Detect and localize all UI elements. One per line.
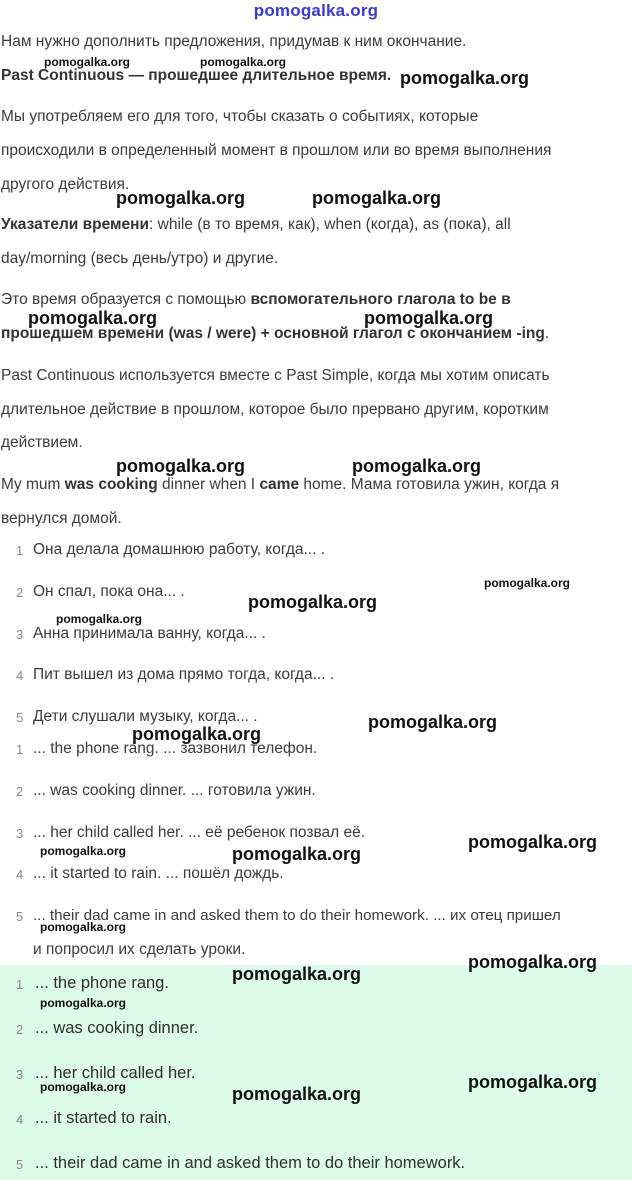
answer-number: 3 [16, 1067, 24, 1082]
answer-item: ... their dad came in and asked them to do their homework. [35, 1154, 466, 1172]
watermark: pomogalka.org [40, 1080, 127, 1094]
time-markers-label: Указатели времени [1, 216, 150, 233]
task-item: Дети слушали музыку, когда... . [33, 708, 258, 725]
answer-item: ... the phone rang. [35, 974, 169, 992]
task-number: 1 [16, 543, 24, 558]
example-line-1 [1, 476, 559, 494]
answer-number: 1 [16, 977, 24, 992]
example-part: My mum [1, 476, 65, 493]
example-part: dinner when I [157, 476, 260, 493]
formation-bold-1: вспомогательного глагола to be в [250, 291, 511, 308]
example-verb-simple: came [259, 476, 300, 493]
time-markers-line-2: day/morning (весь день/утро) и другие. [1, 250, 279, 267]
watermark: pomogalka.org [40, 920, 127, 934]
watermark: pomogalka.org [232, 1084, 362, 1104]
past-simple-line-3: действием. [1, 434, 83, 451]
watermark: pomogalka.org [56, 612, 143, 626]
watermark: pomogalka.org [200, 55, 287, 69]
ending-number: 1 [16, 742, 24, 757]
ending-item: ... her child called her. ... её ребенок позвал её. [33, 824, 366, 841]
example-verb-continuous: was cooking [64, 476, 158, 493]
past-simple-line-1: Past Continuous используется вместе с Past Simple, когда мы хотим описать [1, 367, 550, 384]
use-line-1: Мы употребляем его для того, чтобы сказать о событиях, которые [1, 108, 479, 125]
past-simple-line-2: длительное действие в прошлом, которое было прервано другим, коротким [1, 401, 549, 418]
tense-title: Past Continuous — прошедшее длительное время. [1, 67, 392, 84]
ending-item: ... their dad came in and asked them to do their homework. ... их отец пришел [33, 907, 561, 924]
ending-item: ... the phone rang. ... зазвонил телефон. [33, 740, 318, 757]
watermark: pomogalka.org [116, 456, 246, 476]
answer-item: ... was cooking dinner. [35, 1019, 199, 1037]
ending-item: ... it started to rain. ... пошёл дождь. [33, 865, 284, 882]
task-number: 3 [16, 627, 24, 642]
intro-text: Нам нужно дополнить предложения, придумав к ним окончание. [1, 33, 467, 50]
answer-item: ... her child called her. [35, 1064, 196, 1082]
answer-item: ... it started to rain. [35, 1109, 172, 1127]
formation-bold-2: прошедшем времени (was / were) + основной глагол с окончанием -ing [1, 325, 545, 342]
task-item: Пит вышел из дома прямо тогда, когда... . [33, 666, 335, 683]
task-item: Анна принимала ванну, когда... . [33, 625, 266, 642]
task-number: 2 [16, 585, 24, 600]
answer-number: 4 [16, 1112, 24, 1127]
task-number: 5 [16, 710, 24, 725]
answer-number: 2 [16, 1022, 24, 1037]
time-markers-list: : while (в то время, как), when (когда), as (пока), all [149, 216, 511, 233]
task-number: 4 [16, 668, 24, 683]
watermark: pomogalka.org [44, 55, 131, 69]
watermark: pomogalka.org [468, 832, 598, 852]
ending-number: 4 [16, 867, 24, 882]
watermark: pomogalka.org [468, 1072, 598, 1092]
watermark: pomogalka.org [352, 456, 482, 476]
ending-number: 3 [16, 826, 24, 841]
watermark: pomogalka.org [468, 952, 598, 972]
watermark: pomogalka.org [28, 308, 158, 328]
formation-end: . [544, 325, 550, 342]
site-header-logo[interactable]: pomogalka.org [253, 1, 379, 20]
watermark: pomogalka.org [248, 592, 378, 612]
use-line-2: происходили в определенный момент в прошлом или во время выполнения [1, 142, 552, 159]
ending-number: 5 [16, 909, 24, 924]
watermark: pomogalka.org [232, 964, 362, 984]
watermark: pomogalka.org [400, 68, 530, 88]
watermark: pomogalka.org [40, 844, 127, 858]
watermark: pomogalka.org [484, 576, 571, 590]
example-line-2: вернулся домой. [1, 510, 122, 527]
watermark: pomogalka.org [364, 308, 494, 328]
watermark: pomogalka.org [116, 188, 246, 208]
ending-item: ... was cooking dinner. ... готовила ужин. [33, 782, 316, 799]
task-item: Он спал, пока она... . [33, 583, 185, 600]
watermark: pomogalka.org [232, 844, 362, 864]
watermark: pomogalka.org [40, 996, 127, 1010]
watermark: pomogalka.org [132, 724, 262, 744]
watermark: pomogalka.org [312, 188, 442, 208]
formation-plain: Это время образуется с помощью [1, 291, 251, 308]
ending-item-continuation: и попросил их сделать уроки. [33, 941, 246, 958]
task-item: Она делала домашнюю работу, когда... . [33, 541, 326, 558]
ending-number: 2 [16, 784, 24, 799]
formation-line-1 [1, 291, 511, 309]
use-line-3: другого действия. [1, 176, 130, 193]
watermark: pomogalka.org [368, 712, 498, 732]
example-part: home. Мама готовила ужин, когда я [299, 476, 560, 493]
time-markers-line-1 [1, 216, 511, 234]
answer-number: 5 [16, 1157, 24, 1172]
